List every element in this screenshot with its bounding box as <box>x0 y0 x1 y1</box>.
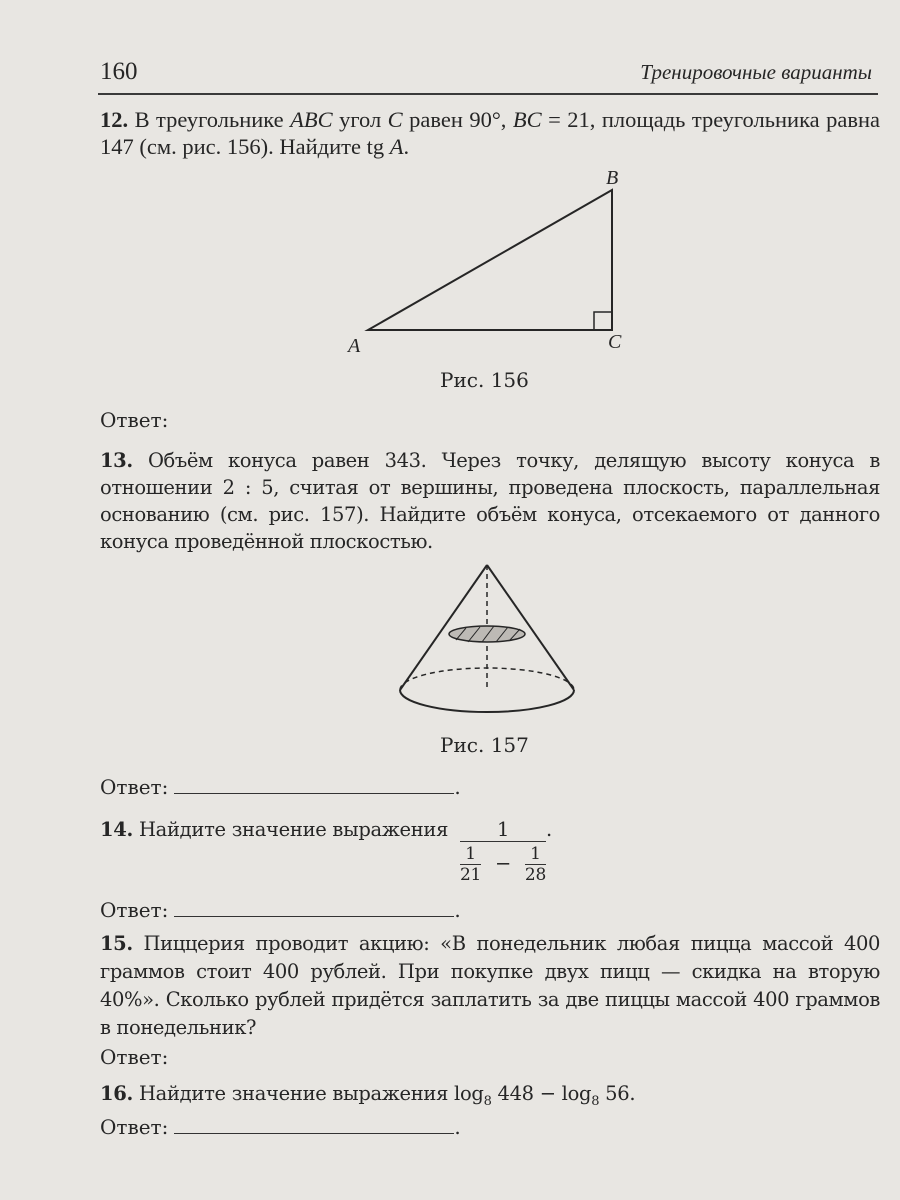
cone-figure <box>390 555 590 725</box>
answer-field[interactable] <box>174 898 454 917</box>
triangle <box>368 190 612 330</box>
fraction <box>525 844 546 885</box>
page-number: 160 <box>100 58 138 85</box>
task-number: 15. <box>100 932 133 955</box>
task-12 <box>100 106 880 160</box>
text: равен 90°, <box>402 107 513 132</box>
label-a: A <box>348 335 361 357</box>
denominator: 28 <box>524 865 546 885</box>
answer-row <box>100 408 168 432</box>
answer-label: Ответ: <box>100 775 169 799</box>
task-14: 14. Найдите значение выражения 1 $\frac{1}{21}$ − $\frac{1}{28}$ . <box>100 818 552 885</box>
answer-field[interactable] <box>174 775 454 794</box>
task-text: Найдите значение выражения <box>138 1082 449 1105</box>
task-text: Найдите значение выражения <box>138 818 449 841</box>
task-text: Пиццерия проводит акцию: «В понедельник любая пицца массой 400 граммов стоит 400 рублей. При покупке двух пицц — скидка на вторую 40%». Сколько рублей придётся заплатить за две пиццы массой 400 граммов в понедельник? <box>100 932 880 1039</box>
math: A <box>389 134 404 159</box>
label-b: B <box>606 167 619 189</box>
task-16 <box>100 1082 635 1109</box>
text: . <box>403 134 410 159</box>
task-number: 14. <box>100 818 134 841</box>
answer-field[interactable] <box>174 1115 454 1134</box>
text: В треугольнике <box>134 107 291 132</box>
answer-label: Ответ: <box>100 1115 169 1139</box>
text: = 21, площадь треугольника равна 147 (см. рис. 156). Найдите tg <box>100 107 881 159</box>
task-15 <box>100 930 880 1042</box>
answer-row: Ответ: . <box>100 775 461 799</box>
answer-label: Ответ: <box>100 1045 169 1069</box>
operator: − <box>494 852 512 875</box>
math: BC <box>512 107 542 132</box>
math: C <box>387 107 403 132</box>
answer-label: Ответ: <box>100 408 169 432</box>
task-number: 13. <box>100 449 133 472</box>
section-title: Тренировочные варианты <box>640 60 872 84</box>
math: ABC <box>290 107 333 132</box>
fraction-expression <box>460 818 546 885</box>
task-13 <box>100 447 880 555</box>
task-number: 12. <box>100 107 129 132</box>
answer-row: Ответ: . <box>100 898 461 922</box>
numerator: 1 <box>525 844 546 865</box>
numerator: 1 <box>460 818 546 842</box>
text: угол <box>332 107 388 132</box>
task-text: Объём конуса равен 343. Через точку, делящую высоту конуса в отношении 2 : 5, считая от вершины, проведена плоскость, параллельная основанию (см. рис. 157). Найдите объём конуса, отсекаемого от данного конуса проведённой плоскостью. <box>100 449 880 553</box>
fraction <box>460 844 481 885</box>
answer-row: Ответ: . <box>100 1115 461 1139</box>
numerator: 1 <box>460 844 481 865</box>
header-rule <box>98 93 878 95</box>
answer-label: Ответ: <box>100 898 169 922</box>
figure-caption: Рис. 157 <box>440 733 529 757</box>
log-expression: $\log_8 448 - \log_8 56$. <box>454 1082 636 1109</box>
answer-row <box>100 1045 168 1069</box>
right-angle-mark <box>594 312 612 330</box>
label-c: C <box>608 331 622 353</box>
task-number: 16. <box>100 1082 134 1105</box>
figure-caption: Рис. 156 <box>440 368 529 392</box>
triangle-figure <box>330 160 650 360</box>
denominator: 21 <box>460 865 482 885</box>
